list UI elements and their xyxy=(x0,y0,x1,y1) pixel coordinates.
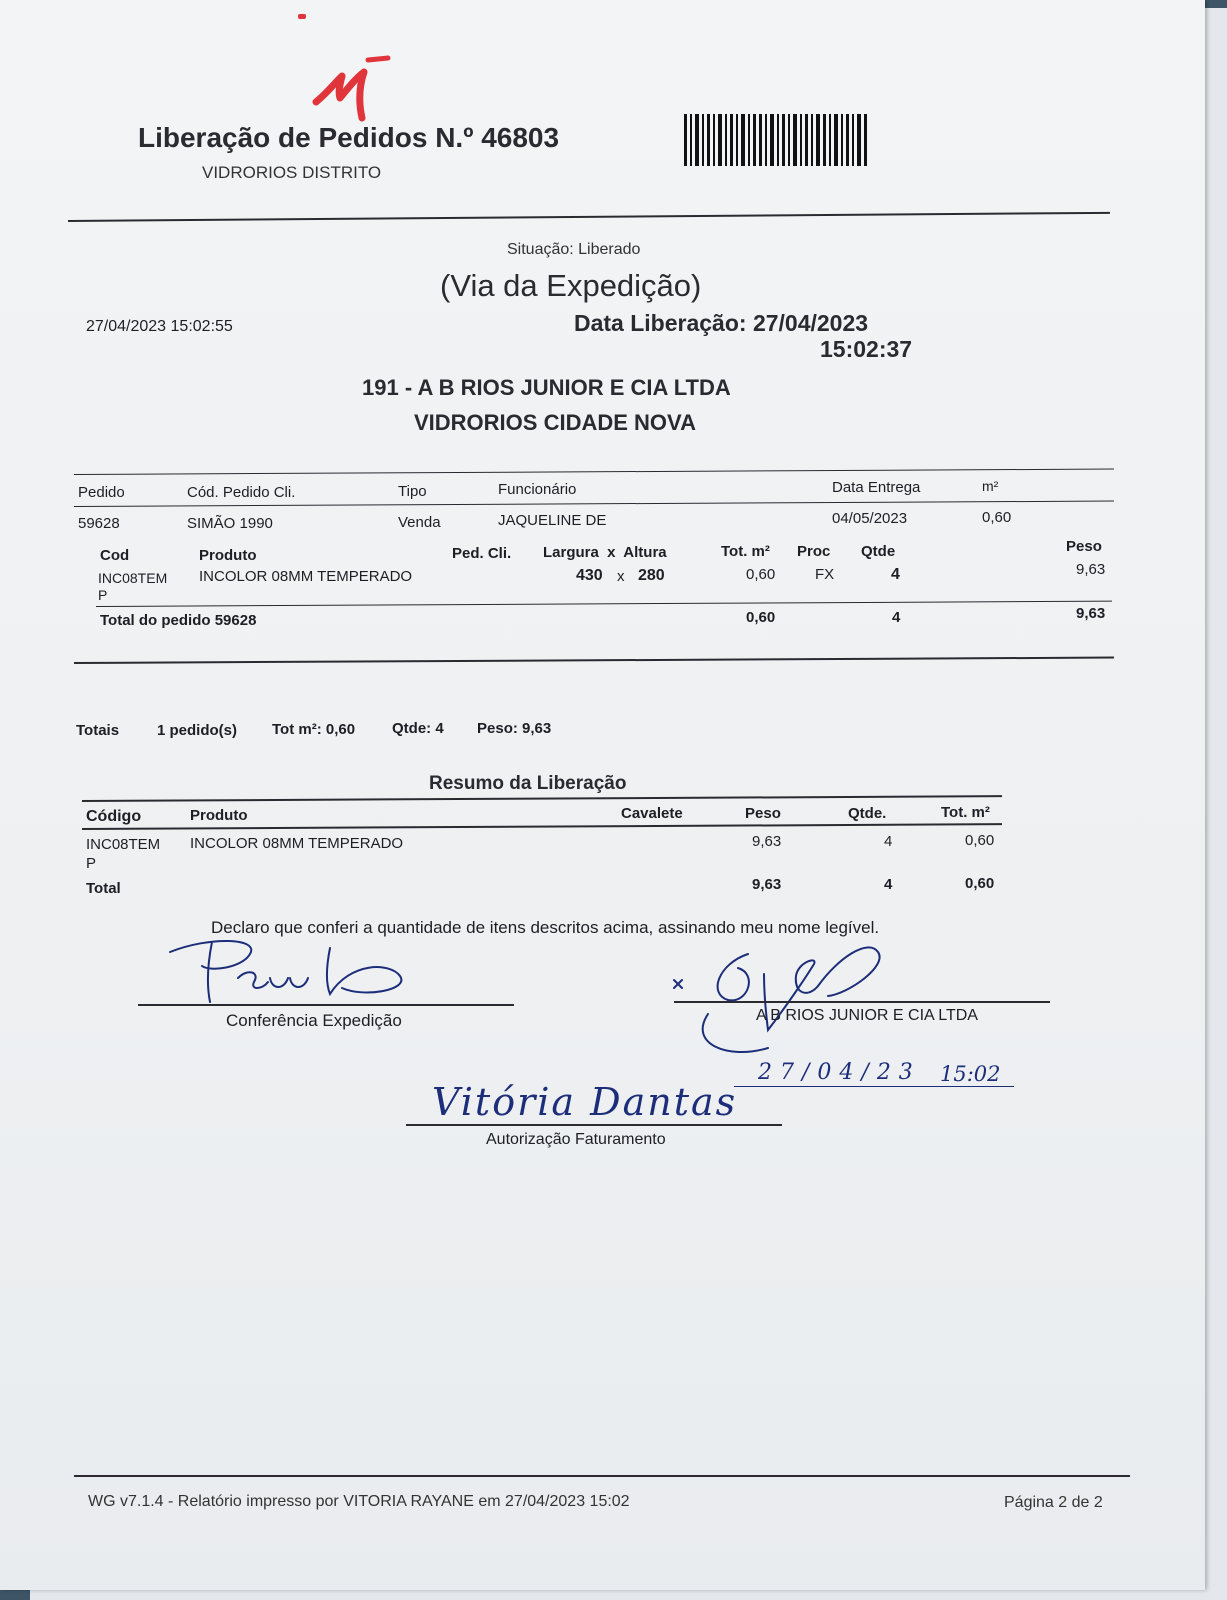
item-produto: INCOLOR 08MM TEMPERADO xyxy=(199,568,413,585)
footer-page-number: Página 2 de 2 xyxy=(1004,1494,1103,1511)
summary-header-line xyxy=(82,823,1002,830)
client-date-line xyxy=(734,1086,1014,1087)
conferencia-signature-line xyxy=(138,1004,514,1006)
summary-col-tot-m2: Tot. m² xyxy=(941,804,990,821)
footer-print-info: WG v7.1.4 - Relatório impresso por VITORIA RAYANE em 27/04/2023 15:02 xyxy=(88,1493,630,1510)
barcode-icon xyxy=(684,114,868,166)
item-cod-line2: P xyxy=(98,587,108,603)
summary-produto: INCOLOR 08MM TEMPERADO xyxy=(190,835,404,852)
release-time: 15:02:37 xyxy=(820,336,913,362)
summary-peso: 9,63 xyxy=(752,833,782,850)
client-date-handwritten: 27/04/23 xyxy=(758,1060,921,1085)
order-funcionario: JAQUELINE DE xyxy=(498,512,607,529)
item-col-peso: Peso xyxy=(1066,538,1102,555)
summary-codigo-line2: P xyxy=(86,855,97,872)
summary-col-codigo: Código xyxy=(86,808,142,825)
declaration-text: Declaro que conferi a quantidade de itens descritos acima, assinando meu nome legível. xyxy=(211,918,880,937)
item-col-proc: Proc xyxy=(797,543,831,560)
item-col-qtde: Qtde xyxy=(861,543,896,560)
order-total-m2: 0,60 xyxy=(746,609,776,626)
handwritten-red-mark xyxy=(312,54,392,129)
item-altura: 280 xyxy=(638,567,665,584)
autorizacao-label: Autorização Faturamento xyxy=(486,1131,666,1148)
summary-col-cavalete: Cavalete xyxy=(621,805,683,822)
summary-col-qtde: Qtde. xyxy=(848,805,887,822)
red-dot xyxy=(298,14,306,19)
summary-total-peso: 9,63 xyxy=(752,876,782,893)
printed-at: 27/04/2023 15:02:55 xyxy=(86,318,233,335)
summary-tot-m2: 0,60 xyxy=(965,832,995,849)
order-header-line xyxy=(74,501,1114,507)
client-time-handwritten: 15:02 xyxy=(940,1062,1001,1086)
client-signature-line xyxy=(674,1001,1050,1003)
item-col-tot-m2: Tot. m² xyxy=(721,543,770,560)
col-tipo: Tipo xyxy=(398,483,427,500)
order-total-peso: 9,63 xyxy=(1076,605,1106,622)
col-data-entrega: Data Entrega xyxy=(832,479,921,496)
item-peso: 9,63 xyxy=(1076,561,1106,578)
order-total-qtde: 4 xyxy=(892,609,901,626)
item-qtde: 4 xyxy=(891,566,900,583)
item-tot-m2: 0,60 xyxy=(746,566,776,583)
via-title: (Via da Expedição) xyxy=(440,268,702,303)
totals-peso: Peso: 9,63 xyxy=(477,720,552,737)
summary-title: Resumo da Liberação xyxy=(429,773,627,794)
totals-qtde: Qtde: 4 xyxy=(392,720,444,737)
item-col-produto: Produto xyxy=(199,547,257,564)
status-text: Situação: Liberado xyxy=(507,241,641,258)
summary-total-qtde: 4 xyxy=(884,876,893,893)
order-tipo: Venda xyxy=(398,514,441,531)
col-funcionario: Funcionário xyxy=(498,481,577,498)
item-x: x xyxy=(617,568,625,585)
item-col-ped-cli: Ped. Cli. xyxy=(452,545,512,562)
client-store: VIDRORIOS CIDADE NOVA xyxy=(414,410,696,435)
summary-top-line xyxy=(82,795,1002,802)
release-date: Data Liberação: 27/04/2023 xyxy=(574,310,869,336)
summary-col-peso: Peso xyxy=(745,805,781,822)
order-m2: 0,60 xyxy=(982,509,1012,526)
item-total-line xyxy=(96,601,1112,607)
client-label: A B RIOS JUNIOR E CIA LTDA xyxy=(756,1007,978,1024)
summary-qtde: 4 xyxy=(884,833,893,850)
summary-total-label: Total xyxy=(86,880,121,897)
totals-m2: Tot m²: 0,60 xyxy=(272,721,356,738)
item-col-largura-altura: Largura x Altura xyxy=(543,544,667,561)
order-pedido: 59628 xyxy=(78,515,120,532)
company-name: VIDRORIOS DISTRITO xyxy=(202,163,382,182)
item-col-cod: Cod xyxy=(100,547,130,564)
header-divider xyxy=(68,212,1110,222)
item-largura: 430 xyxy=(576,567,603,584)
item-cod-line1: INC08TEM xyxy=(98,570,168,586)
col-m2: m² xyxy=(982,478,999,494)
order-data-entrega: 04/05/2023 xyxy=(832,510,908,527)
order-total-label: Total do pedido 59628 xyxy=(100,612,257,629)
col-cod-cli: Cód. Pedido Cli. xyxy=(187,484,296,501)
order-table-bottom-line xyxy=(74,657,1114,664)
footer-divider xyxy=(74,1475,1130,1477)
autorizacao-signature-line xyxy=(406,1124,782,1126)
totals-pedidos: 1 pedido(s) xyxy=(157,722,238,739)
document-title: Liberação de Pedidos N.º 46803 xyxy=(138,122,560,153)
order-table-top-line xyxy=(74,469,1114,475)
summary-total-tot-m2: 0,60 xyxy=(965,875,995,892)
summary-codigo-line1: INC08TEM xyxy=(86,836,161,853)
autorizacao-signature: Vitória Dantas xyxy=(432,1080,738,1124)
item-proc: FX xyxy=(815,566,835,583)
totals-label: Totais xyxy=(76,722,120,739)
col-pedido: Pedido xyxy=(78,484,125,501)
order-cod-cli: SIMÃO 1990 xyxy=(187,515,273,532)
summary-col-produto: Produto xyxy=(190,807,248,824)
client-name: 191 - A B RIOS JUNIOR E CIA LTDA xyxy=(362,375,731,400)
conferencia-label: Conferência Expedição xyxy=(226,1011,402,1030)
